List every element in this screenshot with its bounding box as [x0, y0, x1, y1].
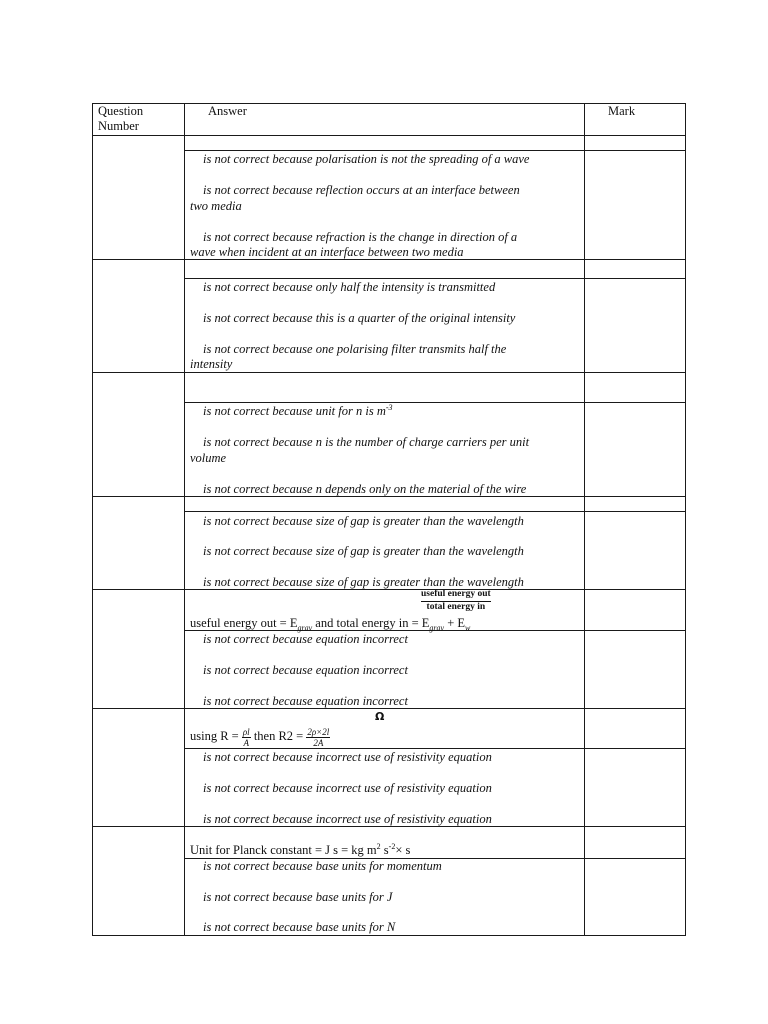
column-divider-1 — [184, 103, 185, 936]
distractor-text: is not correct because size of gap is greater than the wavelength — [203, 544, 524, 558]
distractor-text: is not correct because base units for J — [203, 890, 393, 904]
distractor-text: wave when incident at an interface between two media — [190, 245, 464, 259]
distractor-text: is not correct because size of gap is greater than the wavelength — [203, 514, 524, 528]
distractor-text: is not correct because polarisation is not the spreading of a wave — [203, 152, 530, 166]
energy-working: useful energy out = $E_{grav}$ and total energy in = $E_{grav} + E_w$ — [190, 616, 471, 633]
distractor-text: is not correct because equation incorrect — [203, 663, 408, 677]
fraction-denominator: total energy in — [426, 602, 486, 612]
header-mark: Mark — [608, 104, 636, 118]
resistivity-working: using R = $\frac{\rho l}{A}$ then R2 = $\frac{2\rho\times 2l}{2A}$ — [190, 726, 330, 748]
distractor-text: is not correct because this is a quarter of the original intensity — [203, 311, 516, 325]
row-divider — [92, 135, 686, 136]
table-border-left — [92, 103, 93, 936]
table-border-right — [685, 103, 686, 936]
distractor-text: is not correct because incorrect use of resistivity equation — [203, 750, 492, 764]
distractor-text: is not correct because n is the number of charge carriers per unit — [203, 435, 530, 449]
row-divider — [92, 372, 686, 373]
distractor-text: volume — [190, 451, 227, 465]
distractor-text: is not correct because incorrect use of resistivity equation — [203, 781, 492, 795]
distractor-text: two media — [190, 199, 242, 213]
header-answer: Answer — [208, 104, 247, 118]
column-divider-2 — [584, 103, 585, 936]
header-question-number: Question Number — [98, 104, 144, 133]
table-border-bottom — [92, 935, 686, 936]
distractor-text — [203, 403, 393, 419]
fraction-numerator: useful energy out — [421, 589, 491, 602]
distractor-text: is not correct because equation incorrect — [203, 632, 408, 646]
sub-row-divider — [184, 511, 686, 512]
distractor-text: is not correct because n depends only on the material of the wire — [203, 482, 527, 496]
distractor-text: is not correct because refraction is the change in direction of a — [203, 230, 518, 244]
distractor-text: is not correct because reflection occurs at an interface between — [203, 183, 520, 197]
distractor-text: is not correct because incorrect use of resistivity equation — [203, 812, 492, 826]
omega-unit: Ω — [375, 710, 385, 723]
distractor-text: is not correct because base units for N — [203, 920, 396, 934]
distractor-text: is not correct because equation incorrect — [203, 694, 408, 708]
distractor-text: intensity — [190, 357, 233, 371]
distractor-text: is not correct because size of gap is greater than the wavelength — [203, 575, 524, 589]
distractor-text: is not correct because base units for momentum — [203, 859, 442, 873]
distractor-main: is not correct because unit for n is m — [203, 404, 386, 418]
table-border-top — [92, 103, 686, 104]
unit-exponent: -3 — [385, 402, 393, 412]
distractor-text: is not correct because only half the intensity is transmitted — [203, 280, 496, 294]
efficiency-fraction — [421, 589, 491, 613]
distractor-text: is not correct because one polarising filter transmits half the — [203, 342, 507, 356]
planck-working: Unit for Planck constant = J s = kg $m^2$ $s^{-2}\times s$ — [190, 841, 411, 857]
